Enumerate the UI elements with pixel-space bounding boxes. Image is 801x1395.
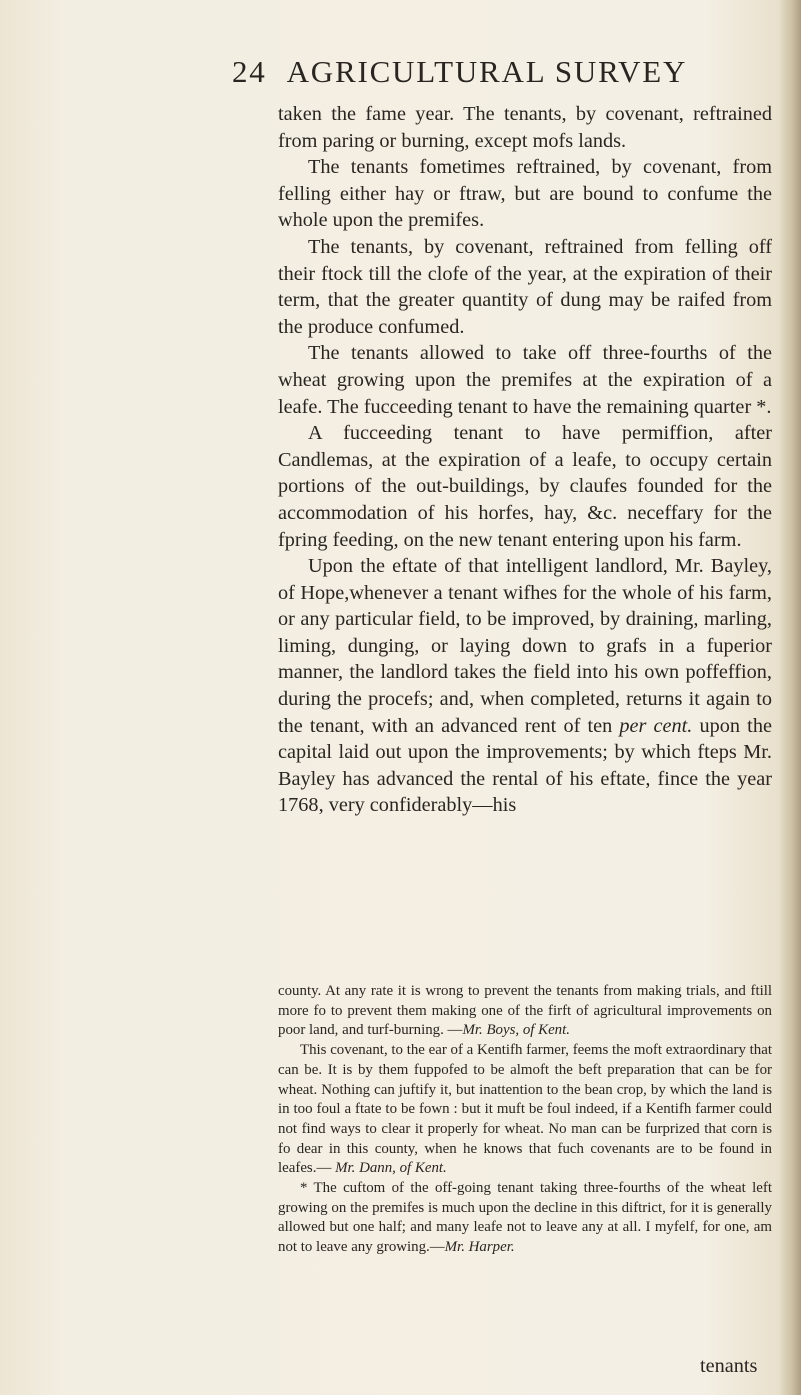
- footnote: [278, 1179, 772, 1258]
- paragraph: The tenants, by covenant, reftrained from felling off their ftock till the clofe of the year, at the expiration of their term, that the greater quantity of dung may be raifed from the produce confumed.: [278, 235, 772, 338]
- page-edge-shadow: [779, 0, 801, 1395]
- footnote: [278, 1041, 772, 1179]
- footnote-text: * The cuftom of the off-going tenant taking three-fourths of the wheat left growing on the premifes is much upon the decline in this diftrict, for it is generally allowed but one half; and many leafe not to leave any at all. I myfelf, for one, am not to leave any growing.—: [278, 1180, 772, 1256]
- footnote-text: This covenant, to the ear of a Kentifh farmer, feems the moft extraordinary that can be. It is by them fuppofed to be almoft the beft preparation that can be for wheat. Nothing can juftify it, but inattention to the bean crop, by which the land is in too foul a ftate to be fown : but it muft be foul indeed, if a Kentifh farmer could not find ways to clear it properly for wheat. No man can be furprized that corn is fo dear in this county, when he knows that fuch covenants are to be found in leafes.—: [278, 1042, 772, 1177]
- running-header: [232, 52, 772, 92]
- paragraph: [278, 553, 772, 819]
- footnote: [278, 982, 772, 1041]
- footnote-signature: Mr. Harper.: [444, 1239, 515, 1256]
- page-number: 24: [232, 54, 267, 89]
- main-text: [278, 101, 772, 819]
- italic-phrase: per cent.: [619, 714, 693, 737]
- paragraph: A fucceeding tenant to have permiffion, after Candlemas, at the expiration of a leafe, to occupy certain portions of the out-buildings, by claufes founded for the accommodation of his horfes, hay, &c. neceffary for the fpring feeding, on the new tenant entering upon his farm.: [278, 422, 772, 551]
- footnote-signature: Mr. Dann, of Kent.: [335, 1160, 447, 1177]
- running-title: AGRICULTURAL SURVEY: [286, 54, 688, 89]
- footnote-text: county. At any rate it is wrong to prevent the tenants from making trials, and ftill more fo to prevent them making one of the firft of agricultural improvements on poor land, and turf-burning. —: [278, 983, 772, 1039]
- paragraph: The tenants fometimes reftrained, by covenant, from felling either hay or ftraw, but are bound to confume the whole upon the premifes.: [278, 156, 772, 232]
- paragraph: taken the fame year. The tenants, by covenant, reftrained from paring or burning, except mofs lands.: [278, 103, 772, 152]
- catchword: tenants: [700, 1355, 758, 1377]
- paragraph-text: upon the capital laid out upon the improvements; by which fteps Mr. Bayley has advanced the rental of his eftate, fince the year 1768, very confiderably—his: [278, 714, 772, 817]
- paragraph: The tenants allowed to take off three-fourths of the wheat growing upon the premifes at the expiration of a leafe. The fucceeding tenant to have the remaining quarter *.: [278, 342, 772, 418]
- footnote-signature: Mr. Boys, of Kent.: [462, 1022, 570, 1039]
- paragraph-text: Upon the eftate of that intelligent landlord, Mr. Bayley, of Hope,whenever a tenant wifhes for the whole of his farm, or any particular field, to be improved, by draining, marling, liming, dunging, or laying down to grafs in a fuperior manner, the landlord takes the field into his own poffeffion, during the procefs; and, when completed, returns it again to the tenant, with an advanced rent of ten: [278, 555, 772, 737]
- footnotes: [278, 982, 772, 1258]
